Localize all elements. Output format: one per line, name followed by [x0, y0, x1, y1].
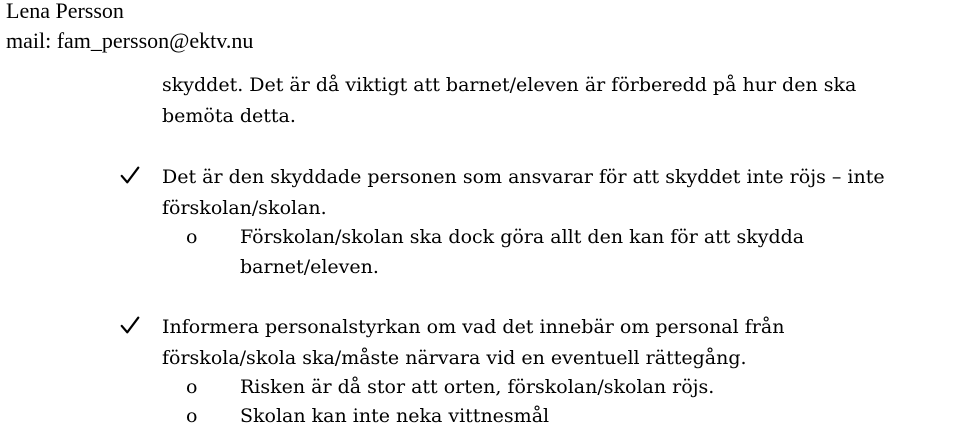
- continuation-line-2: bemöta detta.: [162, 105, 296, 127]
- circle-bullet-icon: o: [186, 376, 198, 398]
- author-email: mail: fam_persson@ektv.nu: [6, 28, 254, 53]
- sub-bullet-3-line-1: Skolan kan inte neka vittnesmål: [240, 405, 550, 427]
- author-info: [6, 0, 253, 56]
- circle-bullet-icon: o: [186, 405, 198, 427]
- circle-bullet-icon: o: [186, 226, 198, 248]
- sub-bullet-1-line-2: barnet/eleven.: [240, 256, 379, 278]
- checkmark-icon: [119, 164, 141, 186]
- sub-bullet-2-line-1: Risken är då stor att orten, förskolan/skolan röjs.: [240, 376, 715, 398]
- sub-bullet-1-line-1: Förskolan/skolan ska dock göra allt den kan för att skydda: [240, 226, 805, 248]
- bullet-1-line-1: Det är den skyddade personen som ansvarar för att skyddet inte röjs – inte: [162, 166, 885, 188]
- continuation-line-1: skyddet. Det är då viktigt att barnet/eleven är förberedd på hur den ska: [162, 74, 857, 96]
- author-name: Lena Persson: [6, 0, 124, 23]
- bullet-2-line-2: förskola/skola ska/måste närvara vid en eventuell rättegång.: [162, 347, 747, 369]
- bullet-1-line-2: förskolan/skolan.: [162, 197, 327, 219]
- bullet-2-line-1: Informera personalstyrkan om vad det innebär om personal från: [162, 316, 785, 338]
- checkmark-icon: [119, 314, 141, 336]
